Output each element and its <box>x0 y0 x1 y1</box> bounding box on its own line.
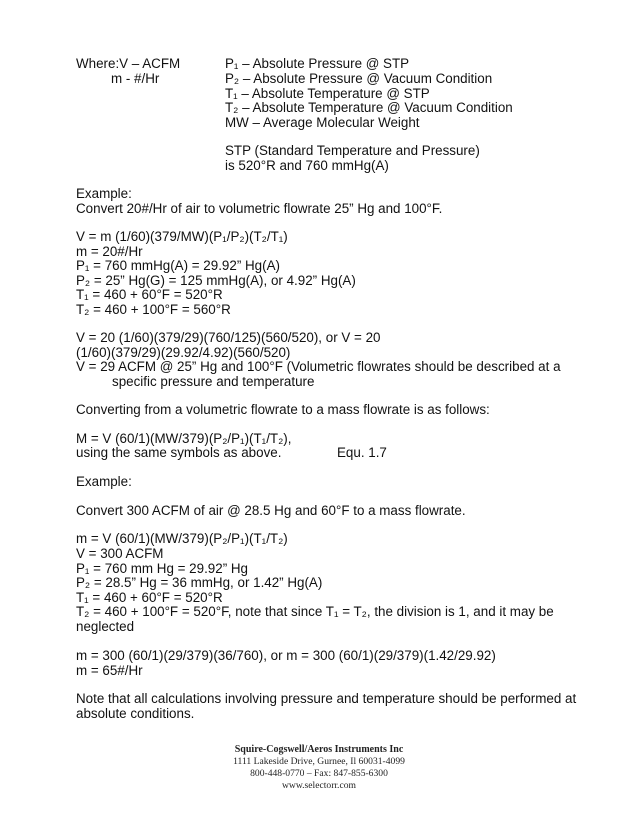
example2-equation: V = 300 ACFM <box>76 546 164 561</box>
example1-equation: m = 20#/Hr <box>76 244 143 259</box>
example2-equation: T₁ = 460 + 60°F = 520°R <box>76 590 223 605</box>
example2-solution: m = 300 (60/1)(29/379)(36/760), or m = 300 (60/1)(29/379)(1.42/29.92) <box>76 648 496 663</box>
conversion-note: using the same symbols as above. <box>76 445 282 460</box>
definition-m: m - #/Hr <box>111 71 160 86</box>
footer-address: 1111 Lakeside Drive, Gurnee, Il 60031-4099 <box>233 756 405 767</box>
stp-definition: STP (Standard Temperature and Pressure) <box>225 143 480 158</box>
example1-problem: Convert 20#/Hr of air to volumetric flowrate 25” Hg and 100°F. <box>76 201 443 216</box>
example1-solution: V = 29 ACFM @ 25” Hg and 100°F (Volumetric flowrates should be described at a <box>76 359 561 374</box>
closing-note: absolute conditions. <box>76 706 195 721</box>
footer-phone: 800-448-0770 – Fax: 847-855-6300 <box>250 768 388 779</box>
example1-solution-continued: specific pressure and temperature <box>112 374 315 389</box>
example2-heading: Example: <box>76 474 132 489</box>
definition-t2: T₂ – Absolute Temperature @ Vacuum Condition <box>225 100 513 115</box>
definition-p2: P₂ – Absolute Pressure @ Vacuum Condition <box>225 71 493 86</box>
example1-equation: T₂ = 460 + 100°F = 560°R <box>76 302 231 317</box>
equation-label: Equ. 1.7 <box>337 445 387 460</box>
example2-solution: m = 65#/Hr <box>76 663 143 678</box>
definition-t1: T₁ – Absolute Temperature @ STP <box>225 86 430 101</box>
example1-equation: P₂ = 25” Hg(G) = 125 mmHg(A), or 4.92” Hg(A) <box>76 273 356 288</box>
example2-equation: m = V (60/1)(MW/379)(P₂/P₁)(T₁/T₂) <box>76 531 288 546</box>
example2-problem: Convert 300 ACFM of air @ 28.5 Hg and 60°F to a mass flowrate. <box>76 503 466 518</box>
conversion-formula: M = V (60/1)(MW/379)(P₂/P₁)(T₁/T₂), <box>76 431 292 446</box>
example2-equation: T₂ = 460 + 100°F = 520°F, note that since T₁ = T₂, the division is 1, and it may be <box>76 604 554 619</box>
stp-values: is 520°R and 760 mmHg(A) <box>225 158 389 173</box>
example1-heading: Example: <box>76 186 132 201</box>
definition-v: Where:V – ACFM <box>76 56 181 71</box>
example2-equation: P₁ = 760 mm Hg = 29.92” Hg <box>76 561 248 576</box>
example1-solution: (1/60)(379/29)(29.92/4.92)(560/520) <box>76 345 291 360</box>
footer-company: Squire-Cogswell/Aeros Instruments Inc <box>234 744 404 755</box>
example1-equation: T₁ = 460 + 60°F = 520°R <box>76 287 223 302</box>
closing-note: Note that all calculations involving pressure and temperature should be performed at <box>76 691 577 706</box>
example2-equation: P₂ = 28.5” Hg = 36 mmHg, or 1.42” Hg(A) <box>76 575 323 590</box>
footer-website: www.selectorr.com <box>282 780 356 791</box>
definition-mw: MW – Average Molecular Weight <box>225 115 420 130</box>
example1-equation: P₁ = 760 mmHg(A) = 29.92” Hg(A) <box>76 258 280 273</box>
conversion-intro: Converting from a volumetric flowrate to a mass flowrate is as follows: <box>76 402 490 417</box>
definition-p1: P₁ – Absolute Pressure @ STP <box>225 56 410 71</box>
example1-solution: V = 20 (1/60)(379/29)(760/125)(560/520), or V = 20 <box>76 330 381 345</box>
example2-equation: neglected <box>76 619 135 634</box>
example1-equation: V = m (1/60)(379/MW)(P₁/P₂)(T₂/T₁) <box>76 229 288 244</box>
